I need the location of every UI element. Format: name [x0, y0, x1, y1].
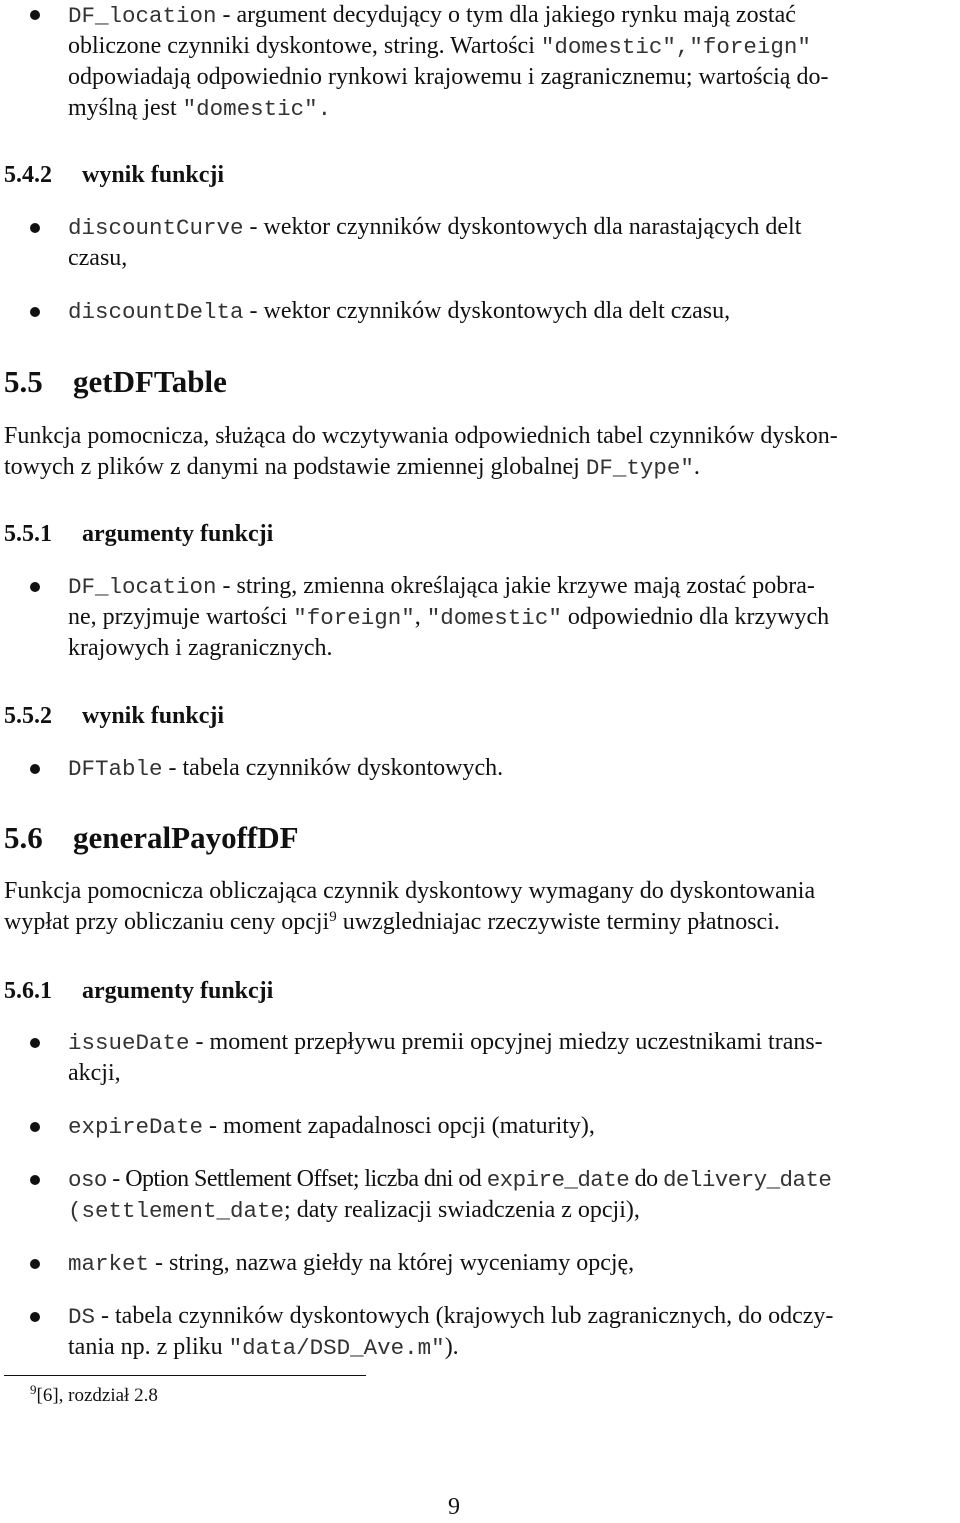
list-item-line: DF_location - string, zmienna określająca jakie krzywe mają zostać pobra-: [68, 573, 815, 600]
list-item-line: krajowych i zagranicznych.: [68, 635, 333, 661]
bullet-dot: [30, 1175, 40, 1185]
code-df-location: DF_location: [68, 3, 217, 29]
bullet-dot: [30, 223, 40, 233]
bullet-dot: [30, 1312, 40, 1322]
paragraph-line: wypłat przy obliczaniu ceny opcji$^9$ uwzgledniajac rzeczywiste terminy płatnosci.: [4, 909, 780, 935]
list-item-line: market - string, nazwa giełdy na której wyceniamy opcję,: [68, 1250, 635, 1277]
footnote-rule: [4, 1375, 366, 1376]
list-item-line: czasu,: [68, 245, 128, 271]
paragraph-line: towych z plików z danymi na podstawie zmiennej globalnej DF_type".: [4, 454, 700, 481]
bullet-dot: [30, 1259, 40, 1269]
section-heading-5-5: 5.5 getDFTable: [4, 364, 227, 399]
list-item-line: (settlement_date; daty realizacji swiadczenia z opcji),: [68, 1197, 640, 1224]
section-heading-5-4-2: 5.4.2 wynik funkcji: [4, 162, 225, 188]
page-number: 9: [448, 1494, 460, 1520]
bullet-dot: [30, 582, 40, 592]
list-item-line: ne, przyjmuje wartości "foreign", "domestic" odpowiednio dla krzywych: [68, 604, 830, 631]
list-item-line: DFTable - tabela czynników dyskontowych.: [68, 755, 504, 782]
section-heading-5-5-2: 5.5.2 wynik funkcji: [4, 703, 225, 729]
list-item-line: myślną jest "domestic".: [68, 95, 332, 122]
list-item-line: issueDate - moment przepływu premii opcyjnej miedzy uczestnikami trans-: [68, 1029, 823, 1056]
list-item-line: tania np. z pliku "data/DSD_Ave.m").: [68, 1334, 459, 1361]
section-heading-5-6-1: 5.6.1 argumenty funkcji: [4, 978, 274, 1004]
section-heading-5-5-1: 5.5.1 argumenty funkcji: [4, 521, 274, 547]
list-item-line: expireDate - moment zapadalnosci opcji (maturity),: [68, 1113, 595, 1140]
list-item-line: discountDelta - wektor czynników dyskontowych dla delt czasu,: [68, 298, 731, 325]
bullet-dot: [30, 1122, 40, 1132]
bullet-dot: [30, 1038, 40, 1048]
paragraph-line: Funkcja pomocnicza, służąca do wczytywania odpowiednich tabel czynników dyskon-: [4, 423, 838, 449]
footnote: $^9$[6], rozdział 2.8: [30, 1382, 158, 1406]
footnote-mark: 9: [30, 1382, 37, 1397]
section-heading-5-6: 5.6 generalPayoffDF: [4, 820, 299, 855]
list-item-line: odpowiadają odpowiednio rynkowi krajowemu i zagranicznemu; wartością do-: [68, 64, 829, 90]
bullet-dot: [30, 10, 40, 20]
bullet-dot: [30, 307, 40, 317]
list-item-line: akcji,: [68, 1060, 121, 1086]
footnote-ref: 9: [329, 909, 337, 925]
list-item-line: obliczone czynniki dyskontowe, string. Wartości "domestic","foreign": [68, 33, 811, 60]
list-item-line: DS - tabela czynników dyskontowych (krajowych lub zagranicznych, do odczy-: [68, 1303, 834, 1330]
list-item-line: oso - Option Settlement Offset; liczba dni od expire_date do delivery_date: [68, 1166, 832, 1193]
bullet-dot: [30, 764, 40, 774]
paragraph-line: Funkcja pomocnicza obliczająca czynnik dyskontowy wymagany do dyskontowania: [4, 878, 816, 904]
list-item-line: discountCurve - wektor czynników dyskontowych dla narastających delt: [68, 214, 802, 241]
list-item-line: DF_location - argument decydujący o tym dla jakiego rynku mają zostać: [68, 2, 796, 29]
